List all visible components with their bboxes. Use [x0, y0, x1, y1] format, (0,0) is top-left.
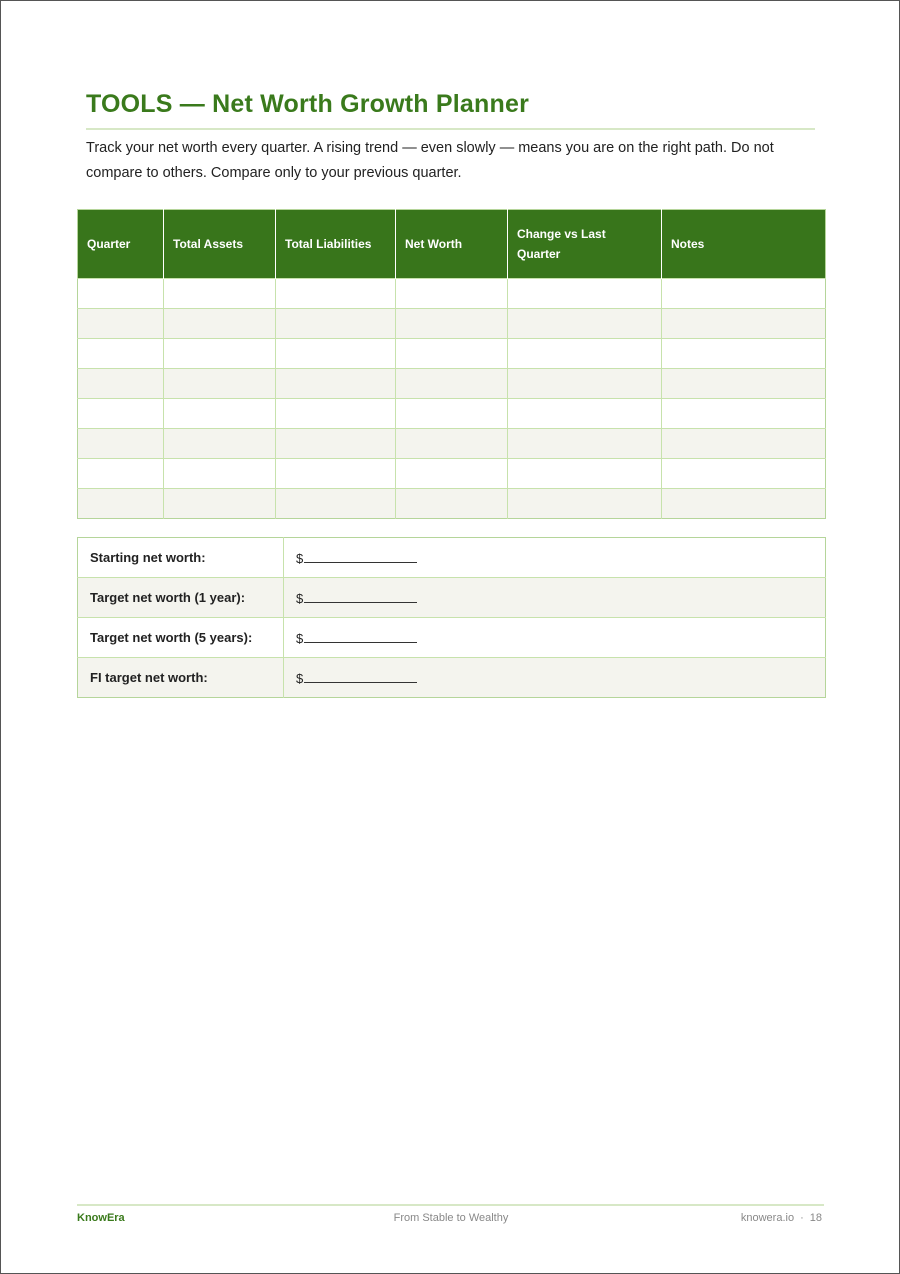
- target-row-starting: [78, 538, 826, 578]
- table-cell[interactable]: [164, 489, 276, 519]
- table-cell[interactable]: [662, 309, 826, 339]
- table-cell[interactable]: [164, 339, 276, 369]
- fill-in-blank-line: [304, 550, 417, 563]
- table-cell[interactable]: [508, 309, 662, 339]
- table-cell[interactable]: [78, 369, 164, 399]
- footer-separator: ·: [800, 1212, 804, 1224]
- column-header-change-vs-last-quarter: Change vs Last Quarter: [508, 210, 662, 279]
- table-cell[interactable]: [276, 429, 396, 459]
- table-cell[interactable]: [508, 429, 662, 459]
- target-label: Target net worth (5 years):: [78, 618, 284, 658]
- table-row: [78, 459, 826, 489]
- table-cell[interactable]: [78, 309, 164, 339]
- table-cell[interactable]: [508, 489, 662, 519]
- target-row-5-years: [78, 618, 826, 658]
- fill-in-blank-line: [304, 670, 417, 683]
- net-worth-tracker-table: [77, 209, 826, 519]
- column-header-total-assets: Total Assets: [164, 210, 276, 279]
- table-cell[interactable]: [78, 489, 164, 519]
- table-cell[interactable]: [276, 339, 396, 369]
- table-cell[interactable]: [662, 489, 826, 519]
- table-row: [78, 429, 826, 459]
- table-cell[interactable]: [508, 339, 662, 369]
- table-row: [78, 279, 826, 309]
- table-cell[interactable]: [78, 459, 164, 489]
- currency-prefix: $: [296, 670, 304, 686]
- currency-prefix: $: [296, 590, 304, 606]
- column-header-total-liabilities: Total Liabilities: [276, 210, 396, 279]
- target-value-field[interactable]: [284, 538, 826, 578]
- table-cell[interactable]: [396, 489, 508, 519]
- table-cell[interactable]: [396, 369, 508, 399]
- target-label: Starting net worth:: [78, 538, 284, 578]
- table-cell[interactable]: [396, 309, 508, 339]
- table-cell[interactable]: [276, 399, 396, 429]
- currency-prefix: $: [296, 550, 304, 566]
- table-cell[interactable]: [662, 459, 826, 489]
- target-row-fi: [78, 658, 826, 698]
- table-cell[interactable]: [396, 459, 508, 489]
- table-cell[interactable]: [396, 339, 508, 369]
- table-cell[interactable]: [508, 459, 662, 489]
- currency-prefix: $: [296, 630, 304, 646]
- table-cell[interactable]: [78, 279, 164, 309]
- table-cell[interactable]: [164, 429, 276, 459]
- fill-in-blank-line: [304, 590, 417, 603]
- table-cell[interactable]: [164, 369, 276, 399]
- target-label: Target net worth (1 year):: [78, 578, 284, 618]
- page-number: 18: [809, 1212, 822, 1224]
- table-cell[interactable]: [164, 279, 276, 309]
- table-cell[interactable]: [662, 429, 826, 459]
- table-cell[interactable]: [396, 429, 508, 459]
- column-header-quarter: Quarter: [78, 210, 164, 279]
- fill-in-blank-line: [304, 630, 417, 643]
- table-cell[interactable]: [276, 309, 396, 339]
- table-row: [78, 309, 826, 339]
- table-cell[interactable]: [508, 279, 662, 309]
- table-header-row: [78, 210, 826, 279]
- target-value-field[interactable]: [284, 578, 826, 618]
- table-row: [78, 369, 826, 399]
- page-title: TOOLS — Net Worth Growth Planner: [86, 90, 529, 118]
- column-header-notes: Notes: [662, 210, 826, 279]
- table-cell[interactable]: [508, 369, 662, 399]
- table-cell[interactable]: [78, 429, 164, 459]
- target-value-field[interactable]: [284, 658, 826, 698]
- table-cell[interactable]: [164, 459, 276, 489]
- tracker-body: [78, 279, 826, 519]
- table-cell[interactable]: [164, 399, 276, 429]
- table-row: [78, 339, 826, 369]
- table-cell[interactable]: [276, 279, 396, 309]
- table-cell[interactable]: [276, 459, 396, 489]
- table-cell[interactable]: [662, 339, 826, 369]
- table-row: [78, 399, 826, 429]
- net-worth-targets-table: [77, 537, 826, 698]
- table-cell[interactable]: [396, 279, 508, 309]
- table-cell[interactable]: [662, 369, 826, 399]
- title-divider: [86, 128, 815, 130]
- target-row-1-year: [78, 578, 826, 618]
- footer-tagline: From Stable to Wealthy: [393, 1212, 509, 1224]
- table-row: [78, 489, 826, 519]
- table-cell[interactable]: [508, 399, 662, 429]
- footer-divider: [77, 1204, 824, 1206]
- footer-brand: KnowEra: [77, 1212, 125, 1224]
- footer-page-info: [741, 1212, 822, 1224]
- table-cell[interactable]: [662, 279, 826, 309]
- table-cell[interactable]: [662, 399, 826, 429]
- intro-paragraph: Track your net worth every quarter. A rising trend — even slowly — means you are on the right path. Do not compare to others. Compare only to your previous quarter.: [86, 140, 774, 181]
- footer-site: knowera.io: [740, 1212, 795, 1224]
- table-cell[interactable]: [78, 339, 164, 369]
- target-label: FI target net worth:: [78, 658, 284, 698]
- target-value-field[interactable]: [284, 618, 826, 658]
- table-cell[interactable]: [78, 399, 164, 429]
- table-cell[interactable]: [164, 309, 276, 339]
- table-cell[interactable]: [276, 489, 396, 519]
- column-header-net-worth: Net Worth: [396, 210, 508, 279]
- table-cell[interactable]: [276, 369, 396, 399]
- table-cell[interactable]: [396, 399, 508, 429]
